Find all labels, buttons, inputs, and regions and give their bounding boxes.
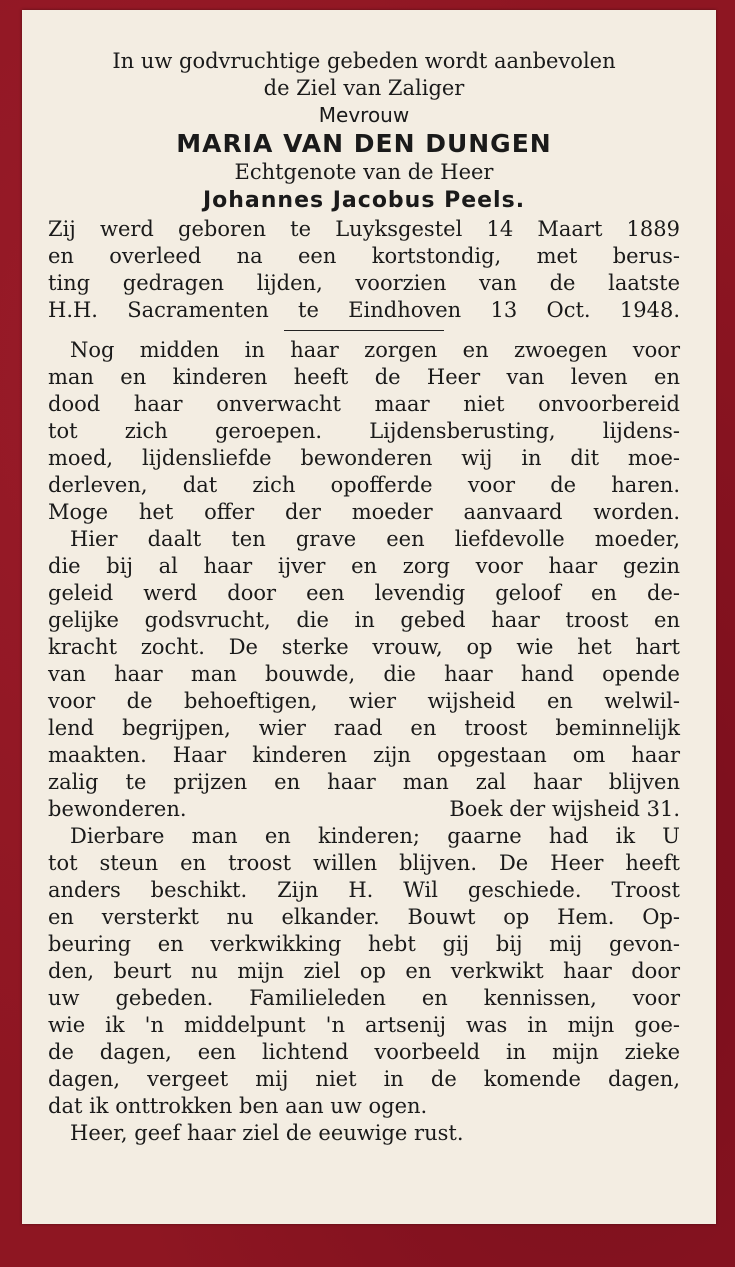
paragraph-1-line: Moge het offer der moeder aanvaard worden. [48, 500, 680, 524]
scripture-citation: Boek der wijsheid 31. [449, 797, 680, 821]
paragraph-3-line: tot steun en troost willen blijven. De Heer heeft [48, 851, 680, 875]
paragraph-3-line: dat ik onttrokken ben aan uw ogen. [48, 1094, 428, 1118]
paragraph-1-line: Nog midden in haar zorgen en zwoegen voor [70, 338, 680, 362]
card-text [48, 48, 680, 1147]
header-line-1: In uw godvruchtige gebeden wordt aanbevolen [112, 49, 616, 73]
paragraph-3-line: beuring en verkwikking hebt gij bij mij gevon- [48, 932, 680, 956]
paragraph-2-line: maakten. Haar kinderen zijn opgestaan om haar [48, 743, 680, 767]
paragraph-3-line: anders beschikt. Zijn H. Wil geschiede. Troost [48, 878, 680, 902]
paragraph-2-line: lend begrijpen, wier raad en troost beminnelijk [48, 716, 680, 740]
paragraph-1-line: man en kinderen heeft de Heer van leven en [48, 365, 680, 389]
closing-prayer: Heer, geef haar ziel de eeuwige rust. [70, 1121, 464, 1145]
paragraph-3-line: en versterkt nu elkander. Bouwt op Hem. Op- [48, 905, 680, 929]
paragraph-2-line: gelijke godsvrucht, die in gebed haar troost en [48, 608, 680, 632]
paragraph-3-line: de dagen, een lichtend voorbeeld in mijn zieke [48, 1040, 680, 1064]
paragraph-3-line: Dierbare man en kinderen; gaarne had ik U [70, 824, 680, 848]
paragraph-3-line: wie ik 'n middelpunt 'n artsenij was in mijn goe- [48, 1013, 680, 1037]
spouse-intro: Echtgenote van de Heer [234, 160, 494, 184]
paragraph-2-line: van haar man bouwde, die haar hand opende [48, 662, 680, 686]
paragraph-2-line: geleid werd door een levendig geloof en de- [48, 581, 680, 605]
paragraph-1-line: moed, lijdensliefde bewonderen wij in dit moe- [48, 446, 680, 470]
paragraph-2-line: zalig te prijzen en haar man zal haar blijven [48, 770, 680, 794]
paragraph-3-line: uw gebeden. Familieleden en kennissen, voor [48, 986, 680, 1010]
divider-rule [284, 330, 444, 331]
bio-line: Zij werd geboren te Luyksgestel 14 Maart 1889 [48, 217, 680, 241]
paragraph-2-line: kracht zocht. De sterke vrouw, op wie het hart [48, 635, 680, 659]
paragraph-1-line: derleven, dat zich opofferde voor de haren. [48, 473, 680, 497]
paragraph-2-line: die bij al haar ijver en zorg voor haar gezin [48, 554, 680, 578]
paragraph-2-final-line [48, 796, 680, 823]
deceased-name: MARIA VAN DEN DUNGEN [176, 129, 552, 158]
paragraph-2-end: bewonderen. [48, 797, 187, 821]
bio-line: ting gedragen lijden, voorzien van de laatste [48, 271, 680, 295]
memorial-card [22, 10, 716, 1224]
paragraph-1-line: tot zich geroepen. Lijdensberusting, lijdens- [48, 419, 680, 443]
title-mevrouw: Mevrouw [318, 103, 410, 127]
header-line-2: de Ziel van Zaliger [263, 76, 465, 100]
paragraph-3-line: dagen, vergeet mij niet in de komende dagen, [48, 1067, 680, 1091]
paragraph-2-line: Hier daalt ten grave een liefdevolle moeder, [70, 527, 680, 551]
paragraph-1-line: dood haar onverwacht maar niet onvoorbereid [48, 392, 680, 416]
bio-line: H.H. Sacramenten te Eindhoven 13 Oct. 1948. [48, 298, 680, 322]
paragraph-3-line: den, beurt nu mijn ziel op en verkwikt haar door [48, 959, 680, 983]
bio-line: en overleed na een kortstondig, met berus- [48, 244, 680, 268]
paragraph-2-line: voor de behoeftigen, wier wijsheid en welwil- [48, 689, 680, 713]
spouse-name: Johannes Jacobus Peels. [202, 188, 526, 213]
